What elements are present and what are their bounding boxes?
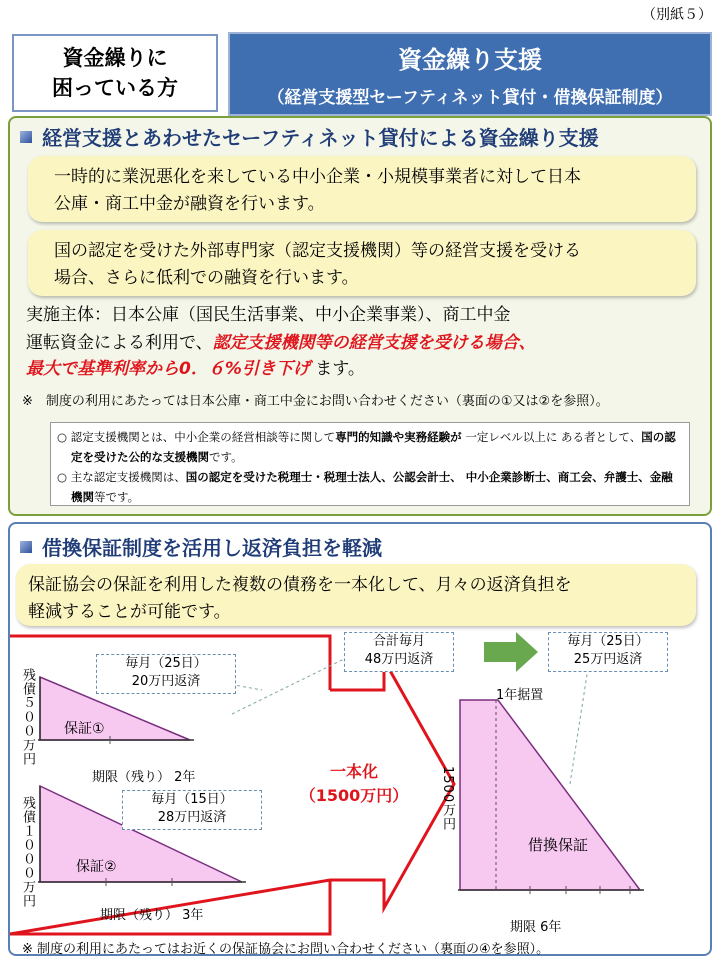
definition1-e: です。 [209,450,243,464]
section2-heading-text: 借換保証制度を活用し返済負担を軽減 [42,536,382,560]
loan1-callout-line1: 毎月（25日） [125,656,207,671]
section2-note: ※ 制度の利用にあたってはお近くの保証協会にお問い合わせください（裏面の④を参照）。 [22,942,550,957]
new-loan-shape [460,700,640,890]
section1-box2-line1: 国の認定を受けた外部専門家（認定支援機関）等の経営支援を受ける [54,241,581,261]
green-arrow-icon [484,632,538,672]
after-leader [570,668,588,784]
loan2-callout [122,790,262,830]
total-callout-line2: 48万円返済 [364,652,434,667]
loan1-callout [96,654,236,694]
loan2-callout-line1: 毎月（15日） [151,792,233,807]
loan1-callout-line2: 20万円返済 [131,674,201,689]
loan2-vertical-label: 残債１０００万円 [20,796,35,908]
implementer-text: 実施主体：日本公庫（国民生活事業、中小企業事業）、商工中金 [26,305,511,325]
section1-box1-line1: 一時的に業況悪化を来している中小企業・小規模事業者に対して日本 [54,167,581,187]
section1-box2-line2: 場合、さらに低利での融資を行います。 [54,268,359,288]
working-capital-prefix: 運転資金による利用で、 [26,333,213,353]
target-line1: 資金繰りに [62,46,168,70]
after-callout-line2: 25万円返済 [573,652,643,667]
section2-box-line1: 保証協会の保証を利用した複数の債務を一本化して、月々の返済負担を [28,575,572,595]
section1-note: ※ 制度の利用にあたっては日本公庫・商工中金にお問い合わせください（裏面の①又は②を参照）。 [22,394,609,409]
after-callout [548,632,668,672]
working-capital-red1: 認定支援機関等の経営支援を受ける場合、 [212,333,536,353]
appendix-label: （別紙５） [642,7,712,23]
consolidate-line2: （1500万円） [299,786,409,805]
definition1-a: ○ 認定支援機関とは、中小企業の経営相談等に関して [57,430,336,444]
loan2-term: 期限（残り） 3年 [100,908,204,923]
section1-heading-text: 経営支援とあわせたセーフティネット貸付による資金繰り支援 [42,126,599,150]
total-callout-line1: 合計毎月 [372,634,425,649]
new-term: 期限 6年 [510,920,562,935]
consolidate-label [286,760,422,808]
section2-box-line2: 軽減することが可能です。 [28,602,231,622]
definition1-d: 国の認定を受けた公的な支援機関 [71,430,676,464]
loan2-tri-label: 保証② [76,859,117,875]
after-callout-line1: 毎月（25日） [567,634,649,649]
loan2-callout-line2: 28万円返済 [157,810,227,825]
loan1-vertical-label: 残債５００万円 [20,668,35,766]
page-subtitle: （経営支援型セーフティネット貸付・借換保証制度） [267,88,673,108]
target-line2: 困っている方 [52,76,178,100]
definition2-b: 国の認定を受けた税理士・税理士法人、公認会計士、 中小企業診断士、商工会、弁護士、金融機関 [71,470,673,504]
definition2-c: 等です。 [94,490,140,504]
loan1-tri-label: 保証① [64,721,105,737]
working-capital-suffix: ます。 [309,359,365,379]
consolidate-line1: 一本化 [329,762,378,781]
definition1-c: 一定レベル以上に ある者として、 [461,430,642,444]
new-vertical-label: 1500万円 [440,766,455,832]
section1-box1-line2: 公庫・商工中金が融資を行います。 [54,194,325,214]
working-capital-red2: 最大で基準利率から0．６%引き下げ [26,359,310,379]
total-callout [344,632,454,672]
page-title: 資金繰り支援 [398,46,542,74]
new-loan-label: 借換保証 [528,836,589,854]
definition2-a: ○ 主な認定支援機関は、 [57,470,186,484]
definition1-b: 専門的知識や実務経験が [335,430,462,444]
loan1-term: 期限（残り） 2年 [92,770,196,785]
grace-label: 1年据置 [496,688,544,703]
